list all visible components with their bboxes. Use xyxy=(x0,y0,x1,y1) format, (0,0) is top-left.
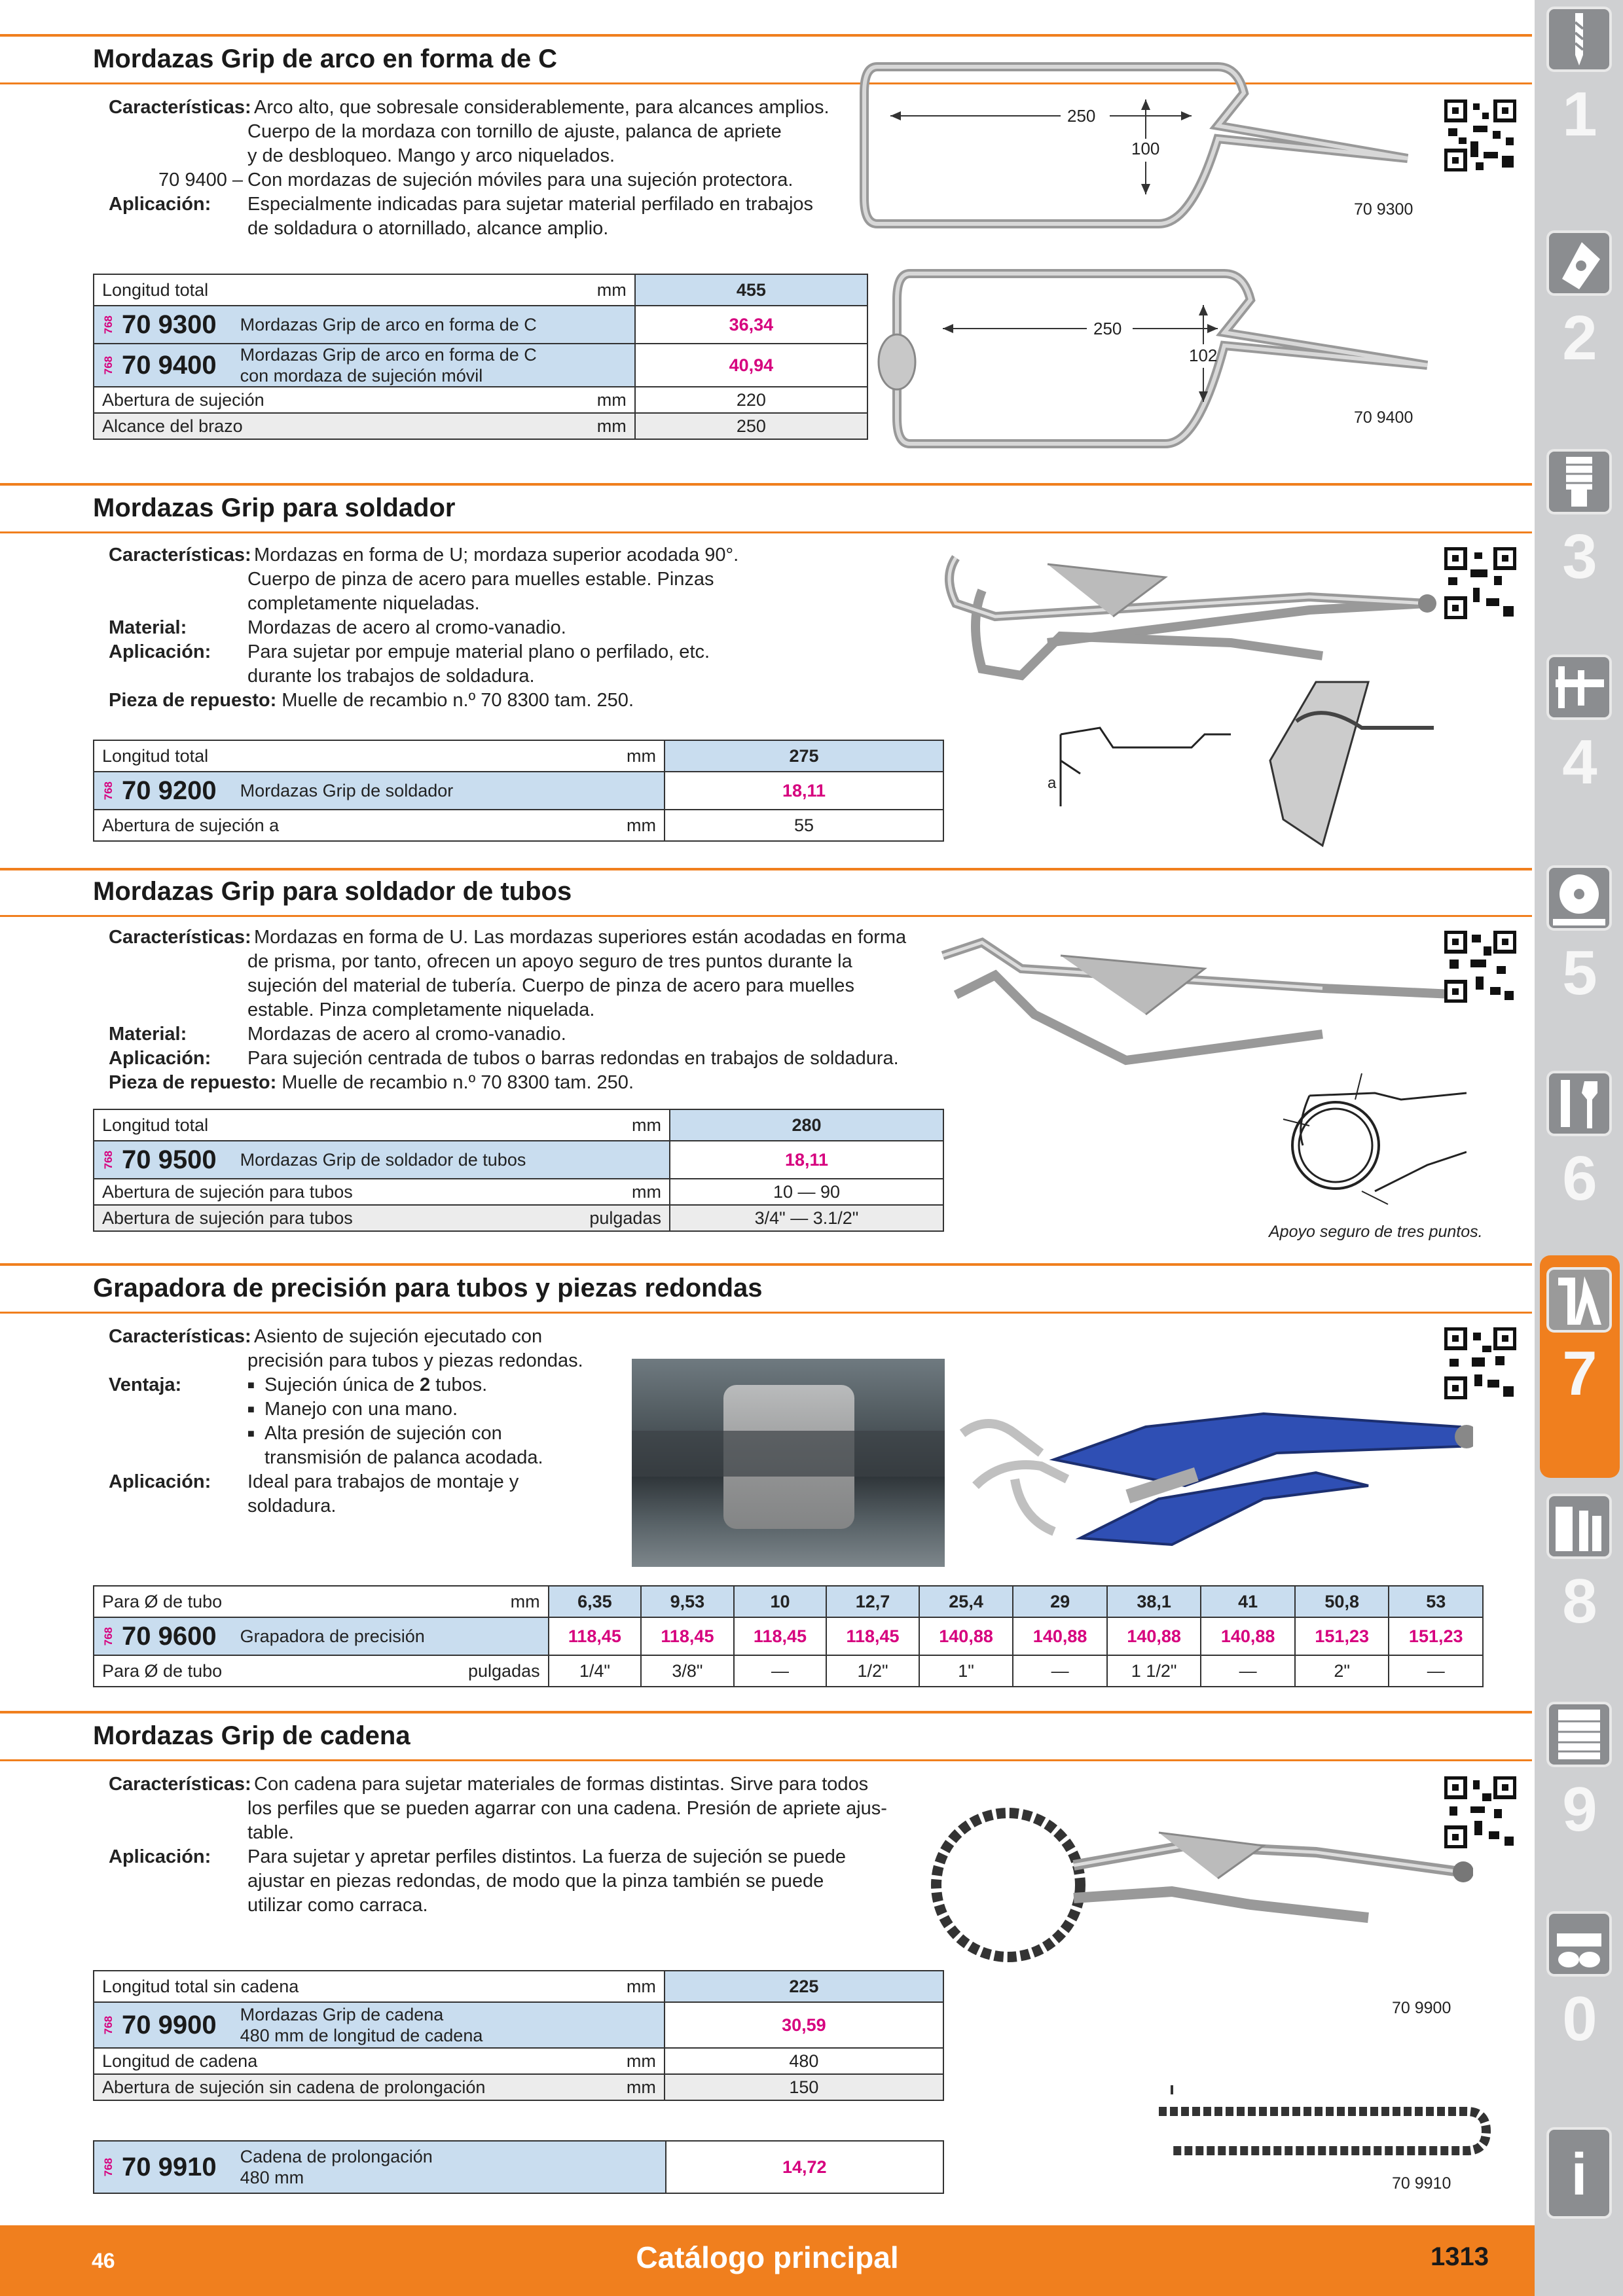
article-number: 70 9600 xyxy=(122,1621,217,1651)
catalog-tag: 768 xyxy=(102,1626,115,1646)
row-value: 55 xyxy=(665,810,943,841)
list-item: ■ Alta presión de sujeción con transmisión de palanca acodada. xyxy=(247,1422,543,1470)
chapter-number: 1 xyxy=(1562,79,1597,149)
size-cell: 10 xyxy=(734,1586,827,1617)
row-unit: mm xyxy=(595,2074,665,2100)
section-description: Características: Con cadena para sujetar materiales de formas distintas. Sirve para todos los perfiles que se pueden agarrar con una cadena. Presión de apriete ajus- table. Aplicación: Para sujetar y apretar perfiles distintos. La fuerza de sujeción se puede ajustar en piezas redondas, de modo que la pinza también se puede utilizar como carraca. xyxy=(109,1774,887,1916)
article-number: 70 9200 xyxy=(122,776,217,805)
inch-cell: 1/2" xyxy=(826,1655,919,1687)
row-value: 480 xyxy=(665,2048,943,2074)
chain-clamp-image xyxy=(910,1793,1473,1990)
chapter-number: 8 xyxy=(1562,1566,1597,1636)
inch-cell: 3/8" xyxy=(641,1655,734,1687)
row-unit: mm xyxy=(595,740,665,772)
chapter-tab-6[interactable] xyxy=(1540,1071,1620,1267)
article-name: Mordazas Grip de cadena 480 mm de longitud de cadena xyxy=(240,2005,483,2045)
chapter-tab-4[interactable] xyxy=(1540,655,1620,851)
footer-page-left: 46 xyxy=(92,2249,115,2272)
article-row[interactable] xyxy=(94,1141,670,1179)
dimension-label: 102 xyxy=(1189,346,1218,365)
row-unit: mm xyxy=(581,1179,670,1205)
size-price-table xyxy=(93,1585,1484,1687)
section-divider xyxy=(0,868,1532,870)
saw-icon xyxy=(1546,865,1612,931)
price-cell: 140,88 xyxy=(1201,1617,1295,1655)
article-row[interactable] xyxy=(94,2141,666,2193)
row-value: 150 xyxy=(665,2074,943,2100)
row-value: 280 xyxy=(670,1109,943,1141)
row-label: Abertura de sujeción a xyxy=(94,810,595,841)
section-divider xyxy=(0,915,1532,917)
dimension-label: 100 xyxy=(1131,139,1160,158)
image-caption: 70 9900 xyxy=(1392,1999,1451,2017)
row-value: 225 xyxy=(665,1971,943,2002)
chapter-number: 6 xyxy=(1562,1143,1597,1213)
spec-table xyxy=(93,740,944,842)
article-row[interactable] xyxy=(94,772,665,810)
row-label: Longitud de cadena xyxy=(94,2048,595,2074)
section-title: Mordazas Grip de cadena xyxy=(93,1721,410,1750)
row-value: 455 xyxy=(635,274,867,306)
row-unit: mm xyxy=(577,387,635,413)
pliers-icon xyxy=(1546,1267,1612,1333)
row-value: 3/4" — 3.1/2" xyxy=(670,1205,943,1231)
qr-code[interactable] xyxy=(1444,99,1516,171)
row-unit: mm xyxy=(595,1971,665,2002)
article-name: Cadena de prolongación 480 mm xyxy=(240,2147,433,2187)
wrench-icon xyxy=(1546,1071,1612,1136)
row-label: Para Ø de tubo xyxy=(94,1586,460,1617)
price-cell: 151,23 xyxy=(1389,1617,1483,1655)
price-cell: 118,45 xyxy=(826,1617,919,1655)
image-caption: Apoyo seguro de tres puntos. xyxy=(1269,1223,1483,1241)
article-name: Mordazas Grip de arco en forma de C con mordaza de sujeción móvil xyxy=(240,345,537,386)
row-unit: pulgadas xyxy=(460,1655,549,1687)
list-item: ■ Sujeción única de 2 tubos. xyxy=(247,1373,543,1397)
row-label: Abertura de sujeción para tubos xyxy=(94,1179,581,1205)
row-label: Alcance del brazo xyxy=(94,413,577,439)
row-unit: pulgadas xyxy=(581,1205,670,1231)
price-cell: 118,45 xyxy=(734,1617,827,1655)
chapter-number: 7 xyxy=(1562,1338,1597,1408)
article-number: 70 9900 xyxy=(122,2010,217,2039)
section-title: Mordazas Grip para soldador de tubos xyxy=(93,877,572,906)
price-cell: 140,88 xyxy=(1013,1617,1107,1655)
article-price: 30,59 xyxy=(665,2002,943,2048)
article-name: Grapadora de precisión xyxy=(240,1626,425,1646)
article-price: 36,34 xyxy=(635,306,867,344)
article-row[interactable] xyxy=(94,2002,665,2048)
drill-icon xyxy=(1546,7,1612,72)
row-label: Abertura de sujeción xyxy=(94,387,577,413)
chapter-tab-9[interactable] xyxy=(1540,1702,1620,1898)
chapter-number: 2 xyxy=(1562,303,1597,373)
qr-code[interactable] xyxy=(1444,547,1516,619)
inch-cell: 1" xyxy=(919,1655,1013,1687)
precision-clamp-image xyxy=(949,1388,1473,1584)
chapter-number: 0 xyxy=(1562,1984,1597,2054)
image-caption: 70 9910 xyxy=(1392,2174,1451,2193)
article-row[interactable] xyxy=(94,344,635,387)
article-price: 18,11 xyxy=(670,1141,943,1179)
article-price: 18,11 xyxy=(665,772,943,810)
cabinet-icon xyxy=(1546,1702,1612,1767)
section-divider xyxy=(0,483,1532,486)
row-unit: mm xyxy=(577,274,635,306)
section-title: Grapadora de precisión para tubos y piezas redondas xyxy=(93,1274,763,1302)
c-clamp-image xyxy=(851,54,1427,250)
spec-table xyxy=(93,1970,944,2101)
article-name: Mordazas Grip de arco en forma de C xyxy=(240,314,537,334)
section-divider xyxy=(0,1711,1532,1713)
size-cell: 50,8 xyxy=(1295,1586,1389,1617)
row-label: Longitud total xyxy=(94,1109,581,1141)
size-cell: 6,35 xyxy=(549,1586,642,1617)
catalog-tag: 768 xyxy=(102,781,115,800)
row-label: Longitud total sin cadena xyxy=(94,1971,595,2002)
dimension-label: a xyxy=(1048,774,1057,792)
c-clamp-movable-image xyxy=(871,260,1447,470)
catalog-tag: 768 xyxy=(102,315,115,334)
catalog-tag: 768 xyxy=(102,355,115,375)
info-icon: i xyxy=(1546,2127,1612,2219)
row-value: 10 — 90 xyxy=(670,1179,943,1205)
article-number: 70 9910 xyxy=(122,2152,217,2181)
inch-cell: 2" xyxy=(1295,1655,1389,1687)
chapter-number: 3 xyxy=(1562,522,1597,592)
safety-glasses-icon xyxy=(1546,1911,1612,1977)
row-unit: mm xyxy=(595,810,665,841)
chapter-number: 5 xyxy=(1562,938,1597,1008)
footer-title: Catálogo principal xyxy=(636,2240,899,2274)
inch-cell: — xyxy=(1389,1655,1483,1687)
welding-clamp-image xyxy=(917,538,1453,852)
catalog-tag: 768 xyxy=(102,2157,115,2177)
section-divider xyxy=(0,1312,1532,1314)
dimension-label: 250 xyxy=(1067,106,1096,126)
row-label: Para Ø de tubo xyxy=(94,1655,460,1687)
section-divider xyxy=(0,1759,1532,1761)
catalog-tag: 768 xyxy=(102,2015,115,2035)
section-divider xyxy=(0,34,1532,37)
size-cell: 38,1 xyxy=(1107,1586,1201,1617)
inch-cell: — xyxy=(734,1655,827,1687)
dimension-label: 250 xyxy=(1093,319,1122,338)
caliper-icon xyxy=(1546,655,1612,720)
chapter-tab-3[interactable] xyxy=(1540,449,1620,645)
size-cell: 53 xyxy=(1389,1586,1483,1617)
price-cell: 151,23 xyxy=(1295,1617,1389,1655)
chapter-tab-1[interactable] xyxy=(1540,7,1620,203)
price-cell: 118,45 xyxy=(549,1617,642,1655)
row-label: Abertura de sujeción para tubos xyxy=(94,1205,581,1231)
size-cell: 12,7 xyxy=(826,1586,919,1617)
article-price: 14,72 xyxy=(666,2141,943,2193)
chapter-tab-7[interactable] xyxy=(1540,1255,1620,1478)
pipe-welding-clamp-image xyxy=(930,929,1467,1217)
row-label: Longitud total xyxy=(94,740,595,772)
row-label: Longitud total xyxy=(94,274,577,306)
chapter-tab-2[interactable] xyxy=(1540,230,1620,427)
clamp-photo xyxy=(632,1359,945,1567)
article-price: 40,94 xyxy=(635,344,867,387)
chapter-tab-0[interactable] xyxy=(1540,1911,1620,2108)
section-description: Características: Mordazas en forma de U; mordaza superior acodada 90°. Cuerpo de pinza de acero para muelles estable. Pinzas completamente niqueladas. Material: Mordazas de acero al cromo-vanadio. Aplicación: Para sujetar por empuje material plano o perfilado, etc. durante los trabajos de soldadura. Pieza de repuesto: Muelle de recambio n.º 70 8300 tam. 250. xyxy=(109,545,739,711)
toolbox-icon xyxy=(1546,1494,1612,1559)
tap-icon xyxy=(1546,449,1612,514)
chapter-number: 4 xyxy=(1562,727,1597,797)
section-description: Características: Mordazas en forma de U. Las mordazas superiores están acodadas en forma de prisma, por tanto, ofrecen un apoyo seguro de tres puntos durante la sujeción del material de tubería. Cuerpo de pinza de acero para muelles estable. Pinza completamente niquelada. Material: Mordazas de acero al cromo-vanadio. Aplicación: Para sujeción centrada de tubos o barras redondas en trabajos de soldadura. Pieza de repuesto: Muelle de recambio n.º 70 8300 tam. 250. xyxy=(109,927,907,1093)
image-caption: 70 9400 xyxy=(1354,408,1413,427)
spec-table xyxy=(93,1109,944,1232)
row-unit: mm xyxy=(595,2048,665,2074)
row-value: 220 xyxy=(635,387,867,413)
size-cell: 25,4 xyxy=(919,1586,1013,1617)
inch-cell: 1/4" xyxy=(549,1655,642,1687)
chapter-tab-5[interactable] xyxy=(1540,865,1620,1062)
row-label: Abertura de sujeción sin cadena de prolongación xyxy=(94,2074,595,2100)
advantage-list xyxy=(247,1373,543,1470)
article-row[interactable] xyxy=(94,1617,549,1655)
qr-code[interactable] xyxy=(1444,1776,1516,1848)
price-cell: 140,88 xyxy=(919,1617,1013,1655)
inch-cell: — xyxy=(1201,1655,1295,1687)
chapter-tab-info[interactable] xyxy=(1540,2127,1620,2296)
chapter-tab-8[interactable] xyxy=(1540,1494,1620,1690)
article-name: Mordazas Grip de soldador de tubos xyxy=(240,1149,526,1170)
spec-table xyxy=(93,2140,944,2194)
section-description: Características: Arco alto, que sobresale considerablemente, para alcances amplios. Cuerpo de la mordaza con tornillo de ajuste, palanca de apriete y de desbloqueo. Mango y arco niquelados. 70 9400 – Con mordazas de sujeción móviles para una sujeción protectora. Aplicación: Especialmente indicadas para sujetar material perfilado en trabajos de soldadura o atornillado, alcance amplio. xyxy=(109,97,830,239)
inch-cell: — xyxy=(1013,1655,1107,1687)
price-cell: 118,45 xyxy=(641,1617,734,1655)
price-cell: 140,88 xyxy=(1107,1617,1201,1655)
article-number: 70 9500 xyxy=(122,1145,217,1174)
article-name: Mordazas Grip de soldador xyxy=(240,780,454,800)
inch-cell: 1 1/2" xyxy=(1107,1655,1201,1687)
size-cell: 29 xyxy=(1013,1586,1107,1617)
section-divider xyxy=(0,531,1532,533)
row-unit: mm xyxy=(460,1586,549,1617)
section-description: Características: Asiento de sujeción ejecutado con precisión para tubos y piezas redondas. Ventaja: ■ Sujeción única de 2 tubos. ■ Manejo con una mano. ■ Alta presión de sujeción con transmisión de palanca acodada. Aplicación: Ideal para trabajos de montaje y soldadura. xyxy=(109,1325,583,1518)
catalog-tag: 768 xyxy=(102,1150,115,1170)
row-unit: mm xyxy=(577,413,635,439)
section-title: Mordazas Grip de arco en forma de C xyxy=(93,45,558,73)
size-cell: 41 xyxy=(1201,1586,1295,1617)
qr-code[interactable] xyxy=(1444,1327,1516,1399)
page-footer xyxy=(0,2225,1535,2296)
row-unit: mm xyxy=(581,1109,670,1141)
section-title: Mordazas Grip para soldador xyxy=(93,493,456,522)
article-number: 70 9400 xyxy=(122,350,217,380)
image-caption: 70 9300 xyxy=(1354,200,1413,219)
row-value: 275 xyxy=(665,740,943,772)
section-divider xyxy=(0,1263,1532,1266)
insert-icon xyxy=(1546,230,1612,296)
chapter-sidebar xyxy=(1535,0,1623,2296)
extension-chain-image xyxy=(1152,2085,1493,2170)
row-value: 250 xyxy=(635,413,867,439)
spec-table xyxy=(93,274,868,440)
article-number: 70 9300 xyxy=(122,310,217,339)
article-row[interactable] xyxy=(94,306,635,344)
qr-code[interactable] xyxy=(1444,931,1516,1003)
list-item: ■ Manejo con una mano. xyxy=(247,1397,543,1422)
chapter-number: 9 xyxy=(1562,1774,1597,1844)
size-cell: 9,53 xyxy=(641,1586,734,1617)
footer-page-number: 1313 xyxy=(1431,2242,1489,2271)
